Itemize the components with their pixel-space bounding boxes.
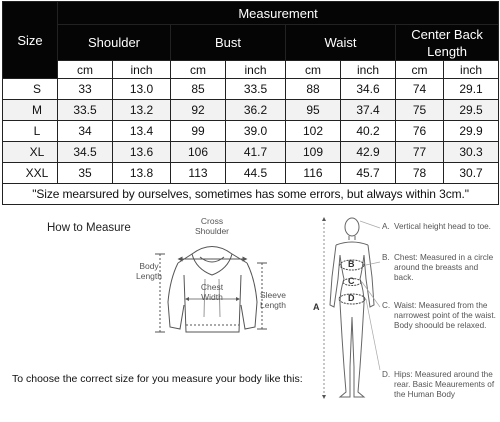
table-cell: 113 bbox=[171, 163, 226, 184]
table-cell: 29.1 bbox=[444, 79, 499, 100]
size-cell: XL bbox=[3, 142, 58, 163]
table-cell: 13.0 bbox=[113, 79, 171, 100]
center-back-length-header: Center Back Length bbox=[396, 25, 499, 61]
table-cell: 77 bbox=[396, 142, 444, 163]
table-cell: 102 bbox=[286, 121, 341, 142]
table-cell: 33.5 bbox=[58, 100, 113, 121]
table-cell: 99 bbox=[171, 121, 226, 142]
table-cell: 41.7 bbox=[226, 142, 286, 163]
chest-width-label: Chest Width bbox=[200, 282, 224, 302]
table-cell: 13.4 bbox=[113, 121, 171, 142]
table-cell: 88 bbox=[286, 79, 341, 100]
note-letter: B. bbox=[382, 253, 390, 262]
body-letter-c: C bbox=[348, 276, 355, 286]
note-text: Vertical height head to toe. bbox=[394, 222, 491, 231]
size-cell: XXL bbox=[3, 163, 58, 184]
unit-header: cm bbox=[286, 61, 341, 79]
table-cell: 34.6 bbox=[341, 79, 396, 100]
table-row bbox=[3, 121, 499, 142]
table-cell: 40.2 bbox=[341, 121, 396, 142]
table-cell: 75 bbox=[396, 100, 444, 121]
table-row bbox=[3, 142, 499, 163]
how-to-measure-section bbox=[0, 207, 500, 422]
size-chart-table bbox=[2, 1, 499, 205]
unit-header: cm bbox=[58, 61, 113, 79]
instruction-text: To choose the correct size for you measure your body like this: bbox=[12, 373, 303, 385]
table-cell: 29.9 bbox=[444, 121, 499, 142]
cross-shoulder-label: Cross Shoulder bbox=[194, 216, 230, 236]
note-text: Waist: Measured from the narrowest point of the waist. Body shoould be relaxed. bbox=[394, 301, 496, 331]
bust-header: Bust bbox=[171, 25, 286, 61]
size-cell: L bbox=[3, 121, 58, 142]
unit-header: inch bbox=[113, 61, 171, 79]
table-row bbox=[3, 100, 499, 121]
note-letter: A. bbox=[382, 222, 390, 231]
table-cell: 37.4 bbox=[341, 100, 396, 121]
table-cell: 92 bbox=[171, 100, 226, 121]
note-c bbox=[382, 301, 500, 332]
how-to-measure-title: How to Measure bbox=[47, 222, 131, 234]
size-disclaimer-note: "Size mearsured by ourselves, sometimes has some errors, but always within 3cm." bbox=[3, 184, 499, 205]
table-cell: 44.5 bbox=[226, 163, 286, 184]
note-d bbox=[382, 370, 500, 401]
size-cell: S bbox=[3, 79, 58, 100]
table-cell: 106 bbox=[171, 142, 226, 163]
table-cell: 76 bbox=[396, 121, 444, 142]
table-cell: 95 bbox=[286, 100, 341, 121]
body-letter-b: B bbox=[348, 259, 355, 269]
unit-header: cm bbox=[171, 61, 226, 79]
unit-header: inch bbox=[341, 61, 396, 79]
note-text: Hips: Measured around the rear. Basic Meaurements of the Human Body bbox=[394, 370, 495, 400]
table-cell: 33.5 bbox=[226, 79, 286, 100]
table-cell: 34 bbox=[58, 121, 113, 142]
table-cell: 109 bbox=[286, 142, 341, 163]
unit-header: inch bbox=[226, 61, 286, 79]
note-letter: D. bbox=[382, 370, 391, 379]
body-letter-a: A bbox=[313, 302, 320, 312]
table-row bbox=[3, 79, 499, 100]
table-cell: 30.3 bbox=[444, 142, 499, 163]
table-cell: 33 bbox=[58, 79, 113, 100]
table-cell: 45.7 bbox=[341, 163, 396, 184]
body-length-label: Body Length bbox=[136, 261, 162, 281]
body-letter-d: D bbox=[348, 293, 355, 303]
table-cell: 74 bbox=[396, 79, 444, 100]
table-cell: 13.2 bbox=[113, 100, 171, 121]
table-cell: 29.5 bbox=[444, 100, 499, 121]
sleeve-length-label: Sleeve Length bbox=[260, 290, 286, 310]
waist-header: Waist bbox=[286, 25, 396, 61]
table-cell: 42.9 bbox=[341, 142, 396, 163]
unit-header: cm bbox=[396, 61, 444, 79]
table-cell: 78 bbox=[396, 163, 444, 184]
table-cell: 34.5 bbox=[58, 142, 113, 163]
table-cell: 36.2 bbox=[226, 100, 286, 121]
note-text: Chest: Measured in a circle around the breasts and back. bbox=[394, 253, 494, 283]
note-letter: C. bbox=[382, 301, 391, 310]
table-row bbox=[3, 163, 499, 184]
note-a bbox=[382, 222, 500, 232]
table-cell: 85 bbox=[171, 79, 226, 100]
table-cell: 13.8 bbox=[113, 163, 171, 184]
size-column-header: Size bbox=[3, 2, 58, 79]
table-cell: 30.7 bbox=[444, 163, 499, 184]
shoulder-header: Shoulder bbox=[58, 25, 171, 61]
measurement-header: Measurement bbox=[58, 2, 499, 25]
note-b bbox=[382, 253, 500, 284]
table-cell: 39.0 bbox=[226, 121, 286, 142]
table-cell: 35 bbox=[58, 163, 113, 184]
unit-header: inch bbox=[444, 61, 499, 79]
table-cell: 13.6 bbox=[113, 142, 171, 163]
table-cell: 116 bbox=[286, 163, 341, 184]
size-cell: M bbox=[3, 100, 58, 121]
